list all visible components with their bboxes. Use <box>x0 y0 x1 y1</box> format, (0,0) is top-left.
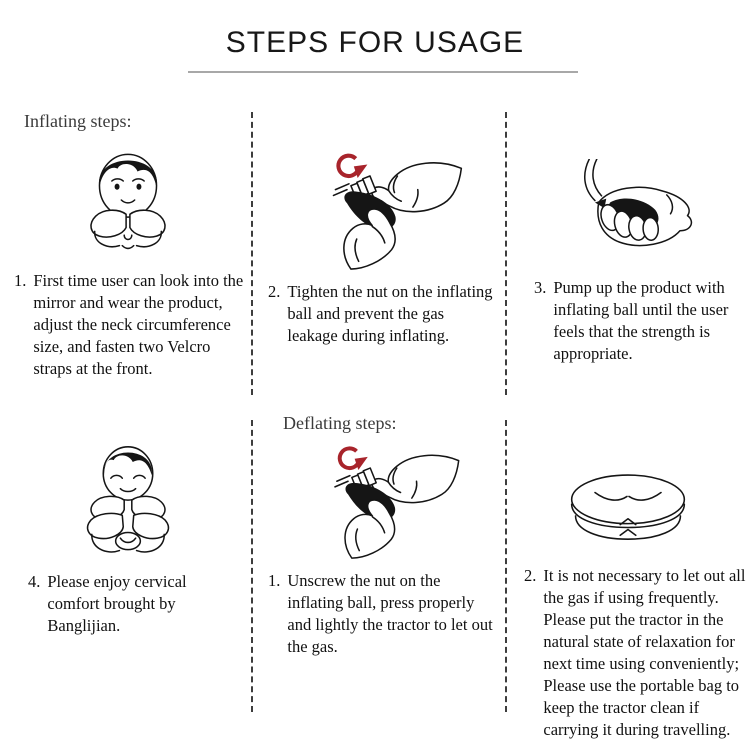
step-text: Tighten the nut on the inflating ball and prevent the gas leakage during inflating. <box>287 282 493 345</box>
deflating-step-2 <box>524 565 748 741</box>
title-underline <box>188 71 578 73</box>
person-wearing-collar-illustration <box>8 142 248 258</box>
inflating-step-3-cell <box>506 105 750 365</box>
inflating-step-1-cell <box>8 105 248 380</box>
step-text: First time user can look into the mirror and wear the product, adjust the neck circumference size, and fasten two Velcro straps at the front. <box>33 271 244 378</box>
rotate-arrow-icon <box>338 156 358 176</box>
step-number: 2. <box>524 566 537 585</box>
step-text: Unscrew the nut on the inflating ball, press properly and lightly the tractor to let out the gas. <box>287 571 493 656</box>
person-inflated-collar-icon <box>74 443 182 561</box>
step-number: 1. <box>14 271 27 290</box>
deflated-tractor-illustration <box>506 467 750 555</box>
deflating-step-1-cell <box>252 405 505 658</box>
rotate-arrow-icon <box>339 448 358 468</box>
hands-inflating-ball-icon <box>294 147 464 271</box>
hand-pumping-ball-illustration <box>506 159 750 261</box>
inflating-step-1 <box>14 270 250 380</box>
deflating-step-2-cell <box>506 415 750 741</box>
step-text: Pump up the product with inflating ball until the user feels that the strength is appropriate. <box>553 278 729 363</box>
hand-pumping-icon <box>557 159 699 261</box>
hands-tightening-ball-illustration <box>252 147 505 271</box>
step-number: 3. <box>534 278 547 297</box>
inflating-step-2-cell <box>252 105 505 347</box>
hands-unscrewing-ball-illustration <box>252 440 505 560</box>
person-enjoying-collar-illustration <box>8 443 248 561</box>
step-number: 1. <box>268 571 281 590</box>
deflated-tractor-icon <box>560 467 696 555</box>
inflating-step-4-cell <box>8 415 248 637</box>
step-text: Please enjoy cervical comfort brought by Banglijian. <box>47 572 187 635</box>
inflating-section-label: Inflating steps: <box>24 111 132 131</box>
deflating-step-1 <box>268 570 500 658</box>
person-collar-icon <box>80 142 176 258</box>
inflating-step-4 <box>28 571 242 637</box>
page-title: STEPS FOR USAGE <box>225 26 525 59</box>
step-number: 4. <box>28 572 41 591</box>
deflating-section-label: Deflating steps: <box>283 413 397 433</box>
step-text: It is not necessary to let out all the gas if using frequently. Please put the tractor in the natural state of relaxation for next time using conveniently; Please use the portable bag to keep the tractor clean if carrying it during travelling. <box>543 566 746 739</box>
inflating-step-3 <box>534 277 740 365</box>
inflating-step-2 <box>268 281 496 347</box>
hands-deflating-ball-icon <box>296 440 462 560</box>
step-number: 2. <box>268 282 281 301</box>
